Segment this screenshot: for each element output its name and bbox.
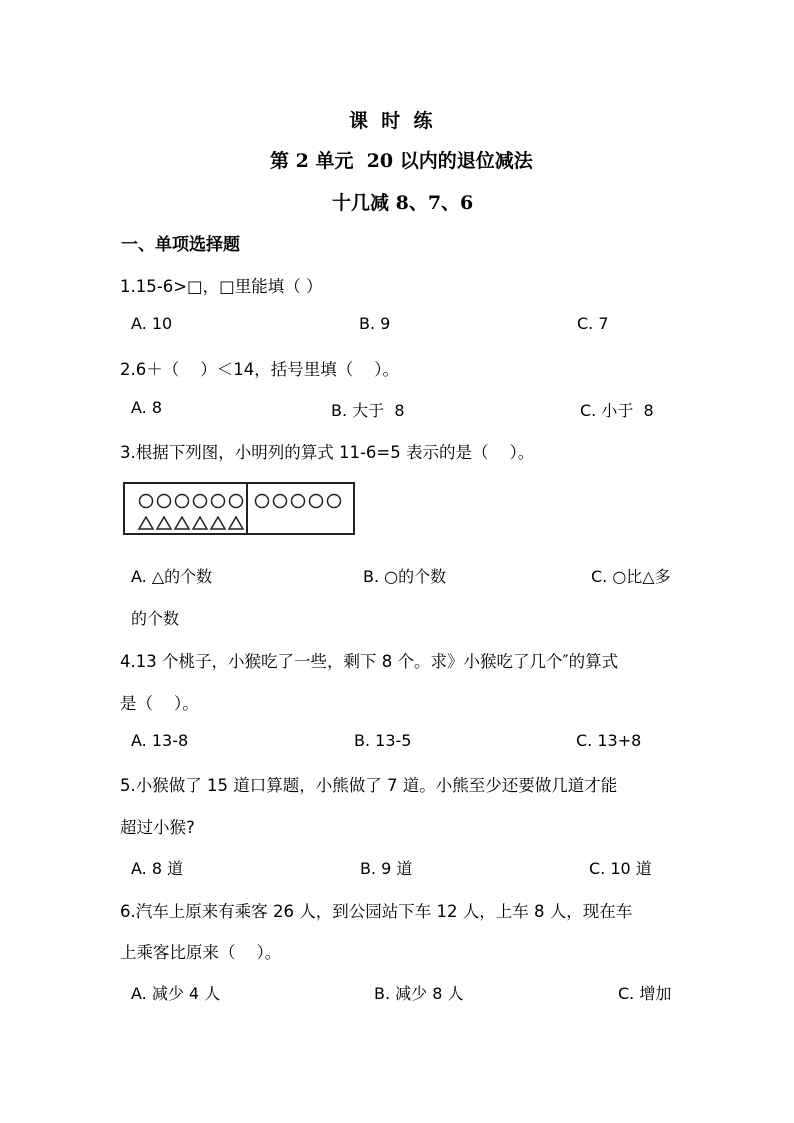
question-4-option-a: A. 13-8: [131, 731, 189, 750]
question-6-option-b: B. 减少 8 人: [374, 984, 464, 1003]
circle-shape: [256, 495, 269, 508]
lesson-title: 十几减 8、7、6: [332, 192, 474, 214]
unit-title: 第 2 单元 20 以内的退位减法: [270, 150, 533, 172]
question-5-option-c: C. 10 道: [589, 859, 652, 878]
question-6-stem-continued: 上乘客比原来（ ）。: [120, 943, 282, 962]
question-3-option-a: A. △的个数: [131, 567, 213, 586]
circle-shape: [328, 495, 341, 508]
section-title: 一、单项选择题: [121, 235, 240, 255]
circle-shape: [194, 495, 207, 508]
circle-shape: [310, 495, 323, 508]
triangle-shape: [139, 517, 153, 529]
question-1-option-a: A. 10: [131, 314, 173, 333]
circle-shape: [274, 495, 287, 508]
question-1-option-b: B. 9: [359, 314, 391, 333]
question-1-option-c: C. 7: [577, 314, 609, 333]
question-6-stem: 6.汽车上原来有乘客 26 人，到公园站下车 12 人，上车 8 人，现在车: [120, 902, 633, 921]
triangle-shape: [229, 517, 243, 529]
question-4-stem: 4.13 个桃子，小猴吃了一些，剩下 8 个。求》小猴吃了几个″的算式: [120, 652, 619, 671]
question-5-option-a: A. 8 道: [131, 859, 184, 878]
question-4-option-b: B. 13-5: [354, 731, 412, 750]
question-6-option-a: A. 减少 4 人: [131, 984, 221, 1003]
triangle-shape: [175, 517, 189, 529]
question-2-stem: 2.6＋（ ）＜14，括号里填（ ）。: [120, 360, 399, 379]
question-4-option-c: C. 13+8: [576, 731, 642, 750]
shapes-drawing: [125, 484, 357, 537]
question-2-option-b: B. 大于 8: [331, 401, 405, 420]
question-5-stem-continued: 超过小猴?: [120, 818, 195, 837]
circle-shape: [292, 495, 305, 508]
question-2-option-a: A. 8: [131, 398, 163, 417]
question-5-stem: 5.小猴做了 15 道口算题，小熊做了 7 道。小熊至少还要做几道才能: [120, 776, 618, 795]
question-6-option-c: C. 增加: [618, 984, 672, 1003]
circle-shape: [230, 495, 243, 508]
triangle-shape: [157, 517, 171, 529]
question-1-stem: 1.15-6>□，□里能填（ ）: [120, 277, 323, 296]
circle-shape: [158, 495, 171, 508]
counting-figure: [123, 482, 355, 535]
triangle-shape: [193, 517, 207, 529]
question-5-option-b: B. 9 道: [360, 859, 413, 878]
triangle-shape: [211, 517, 225, 529]
circle-shape: [140, 495, 153, 508]
circle-shape: [212, 495, 225, 508]
worksheet-title: 课 时 练: [349, 110, 433, 132]
question-3-option-c-continued: 的个数: [131, 609, 180, 628]
question-4-stem-continued: 是（ ）。: [120, 694, 199, 713]
circle-shape: [176, 495, 189, 508]
question-3-option-c: C. ○比△多: [591, 567, 671, 586]
question-2-option-c: C. 小于 8: [580, 401, 654, 420]
question-3-stem: 3.根据下列图，小明列的算式 11-6=5 表示的是（ ）。: [120, 443, 535, 462]
question-3-option-b: B. ○的个数: [363, 567, 447, 586]
